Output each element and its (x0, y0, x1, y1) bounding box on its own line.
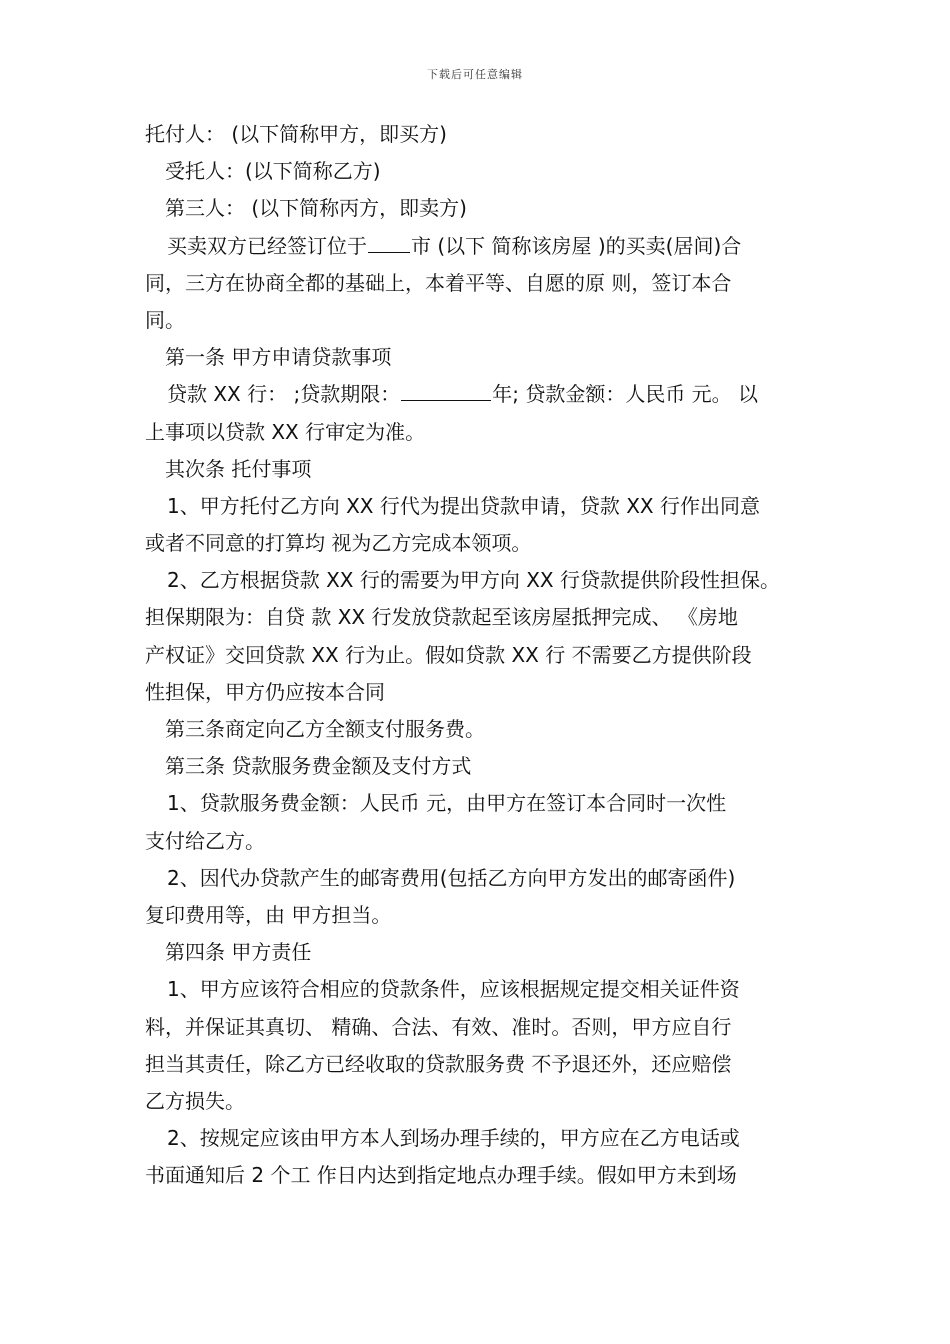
clause-line: 1、甲方托付乙方向 XX 行代为提出贷款申请，贷款 XX 行作出同意 (167, 493, 760, 518)
article-heading: 第三条 贷款服务费金额及支付方式 (165, 754, 472, 779)
clause-line: 或者不同意的打算均 视为乙方完成本领项。 (145, 531, 532, 556)
clause-line: 受托人：(以下简称乙方) (165, 159, 381, 184)
clause-line: 复印费用等，由 甲方担当。 (145, 902, 392, 927)
clause-line: 2、按规定应该由甲方本人到场办理手续的，甲方应在乙方电话或 (167, 1126, 740, 1151)
clause-line: 书面通知后 2 个工 作日内达到指定地点办理手续。假如甲方未到场 (145, 1163, 737, 1188)
clause-text-after-blank: 年; 贷款金额：人民币 元。 以 (492, 382, 759, 407)
clause-text-before-blank: 贷款 XX 行： ;贷款期限： (167, 382, 401, 407)
clause-line: 上事项以贷款 XX 行审定为准。 (145, 419, 426, 444)
clause-line: 产权证》交回贷款 XX 行为止。假如贷款 XX 行 不需要乙方提供阶段 (145, 642, 752, 667)
clause-line: 第三人： (以下简称丙方，即卖方) (165, 196, 467, 221)
clause-line: 担保期限为：自贷 款 XX 行发放贷款起至该房屋抵押完成、 《房地 (145, 605, 738, 630)
clause-line: 担当其责任，除乙方已经收取的贷款服务费 不予退还外，还应赔偿 (145, 1051, 732, 1076)
clause-line: 支付给乙方。 (145, 828, 265, 853)
clause-line: 1、贷款服务费金额：人民币 元，由甲方在签订本合同时一次性 (167, 791, 727, 816)
clause-text-before-blank: 买卖双方已经签订位于 (167, 233, 367, 258)
clause-line: 乙方损失。 (145, 1088, 245, 1113)
clause-line: 2、因代办贷款产生的邮寄费用(包括乙方向甲方发出的邮寄函件) (167, 865, 736, 890)
clause-line: 同。 (145, 307, 185, 332)
article-heading: 其次条 托付事项 (165, 456, 312, 481)
clause-line: 托付人： (以下简称甲方，即买方) (145, 122, 447, 146)
clause-line: 2、乙方根据贷款 XX 行的需要为甲方向 XX 行贷款提供阶段性担保。 (167, 568, 780, 593)
clause-line (145, 228, 810, 265)
contract-body (145, 116, 810, 1194)
fill-in-blank-loan-term (401, 378, 491, 401)
clause-line: 第三条商定向乙方全额支付服务费。 (165, 717, 485, 741)
fill-in-blank-city (368, 230, 410, 253)
clause-line: 性担保，甲方仍应按本合同 (145, 679, 385, 704)
clause-text-after-blank: 市 (以下 简称该房屋 )的买卖(居间)合 (411, 233, 742, 258)
clause-line: 1、甲方应该符合相应的贷款条件，应该根据规定提交相关证件资 (167, 977, 740, 1002)
page-header: 下载后可任意编辑 (427, 68, 523, 81)
clause-line: 料，并保证其真切、 精确、合法、有效、准时。否则，甲方应自行 (145, 1014, 732, 1039)
article-heading: 第一条 甲方申请贷款事项 (165, 345, 392, 370)
clause-line: 同，三方在协商全都的基础上，本着平等、自愿的原 则，签订本合 (145, 270, 732, 295)
article-heading: 第四条 甲方责任 (165, 940, 312, 965)
clause-line (145, 376, 810, 413)
